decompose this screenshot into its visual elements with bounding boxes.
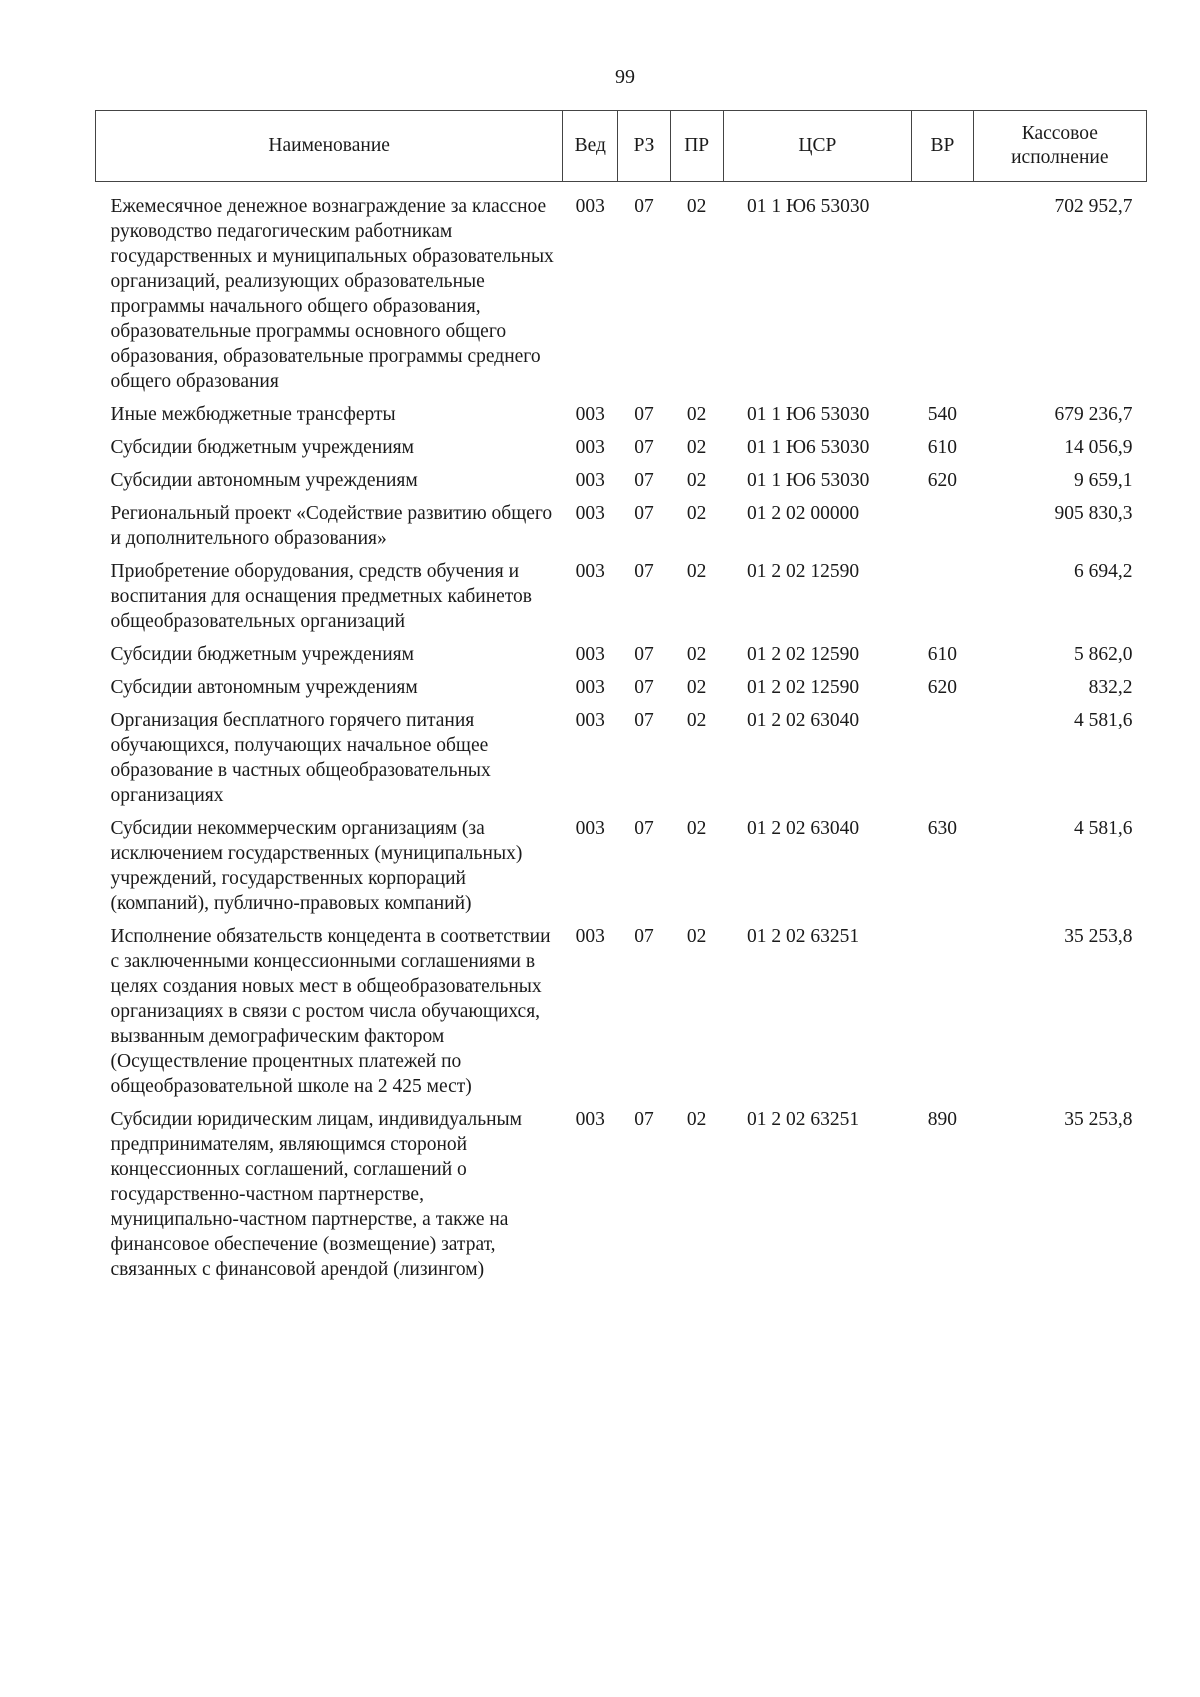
table-body: [96, 182, 1147, 1287]
row-amount: 6 694,2: [1074, 561, 1133, 582]
row-pr: 02: [686, 1109, 707, 1130]
row-csr: 01 2 02 12590: [747, 677, 860, 698]
table-row: [96, 1103, 1147, 1286]
row-vr: 630: [927, 818, 958, 839]
row-name: Ежемесячное денежное вознаграждение за классное руководство педагогическим работникам государственных и муниципальных образовательных организаций, реализующих образовательные программы начального общего образования, образовательные программы основного общего образования, образовательные программы среднего общего образования: [110, 196, 554, 392]
row-amount: 35 253,8: [1064, 1109, 1133, 1130]
row-rz: 07: [634, 196, 654, 217]
header-vr: ВР: [912, 111, 973, 182]
row-vr: 620: [927, 470, 958, 491]
row-vr: [912, 182, 973, 399]
row-pr: 02: [686, 710, 707, 731]
row-amount: 5 862,0: [1074, 644, 1133, 665]
row-csr: 01 2 02 63040: [747, 710, 860, 731]
row-name: Субсидии некоммерческим организациям (за исключением государственных (муниципальных) учреждений, государственных корпораций (компаний), публично-правовых компаний): [110, 818, 523, 914]
row-ved: 003: [575, 1109, 605, 1130]
row-name: Субсидии автономным учреждениям: [110, 470, 418, 491]
row-name: Иные межбюджетные трансферты: [110, 404, 396, 425]
row-csr: 01 1 Ю6 53030: [747, 404, 870, 425]
row-pr: 02: [686, 677, 707, 698]
row-amount: 905 830,3: [1054, 503, 1133, 524]
row-ved: 003: [575, 503, 605, 524]
row-ved: 003: [575, 561, 605, 582]
row-csr: 01 2 02 00000: [747, 503, 860, 524]
budget-table: [95, 110, 1147, 1286]
header-amount: Кассовое исполнение: [973, 111, 1146, 182]
row-vr: 890: [927, 1109, 958, 1130]
row-vr: [912, 920, 973, 1103]
table-row: [96, 497, 1147, 555]
row-vr: [912, 555, 973, 638]
row-rz: 07: [634, 437, 654, 458]
row-ved: 003: [575, 404, 605, 425]
row-pr: 02: [686, 404, 707, 425]
table-row: [96, 704, 1147, 812]
row-rz: 07: [634, 1109, 654, 1130]
row-rz: 07: [634, 470, 654, 491]
row-rz: 07: [634, 677, 654, 698]
table-row: [96, 431, 1147, 464]
row-amount: 4 581,6: [1074, 710, 1133, 731]
row-name: Организация бесплатного горячего питания обучающихся, получающих начальное общее образование в частных общеобразовательных организациях: [110, 710, 491, 806]
row-pr: 02: [686, 644, 707, 665]
row-rz: 07: [634, 818, 654, 839]
row-vr: 540: [927, 404, 958, 425]
row-amount: 4 581,6: [1074, 818, 1133, 839]
row-ved: 003: [575, 196, 605, 217]
row-amount: 832,2: [1088, 677, 1133, 698]
page-number: 99: [615, 66, 635, 88]
row-name: Субсидии бюджетным учреждениям: [110, 437, 414, 458]
header-name: Наименование: [96, 111, 563, 182]
table-row: [96, 812, 1147, 920]
row-csr: 01 2 02 63040: [747, 818, 860, 839]
row-vr: [912, 704, 973, 812]
row-csr: 01 1 Ю6 53030: [747, 470, 870, 491]
row-ved: 003: [575, 710, 605, 731]
row-name: Приобретение оборудования, средств обучения и воспитания для оснащения предметных кабинетов общеобразовательных организаций: [110, 561, 533, 632]
row-csr: 01 2 02 12590: [747, 644, 860, 665]
table-row: [96, 671, 1147, 704]
row-amount: 702 952,7: [1054, 196, 1133, 217]
table-row: [96, 182, 1147, 399]
row-name: Субсидии бюджетным учреждениям: [110, 644, 414, 665]
table-row: [96, 920, 1147, 1103]
row-vr: 620: [927, 677, 958, 698]
row-pr: 02: [686, 503, 707, 524]
row-csr: 01 1 Ю6 53030: [747, 196, 870, 217]
table-row: [96, 638, 1147, 671]
row-ved: 003: [575, 644, 605, 665]
row-amount: 35 253,8: [1064, 926, 1133, 947]
row-amount: 14 056,9: [1064, 437, 1133, 458]
row-pr: 02: [686, 561, 707, 582]
row-vr: 610: [927, 644, 958, 665]
row-ved: 003: [575, 926, 605, 947]
row-amount: 679 236,7: [1054, 404, 1133, 425]
table-row: [96, 398, 1147, 431]
row-name: Субсидии юридическим лицам, индивидуальным предпринимателям, являющимся стороной концессионных соглашений, соглашений о государственно-частном партнерстве, муниципально-частном партнерстве, а также на финансовое обеспечение (возмещение) затрат, связанных с финансовой арендой (лизингом): [110, 1109, 522, 1280]
row-rz: 07: [634, 644, 654, 665]
row-name: Субсидии автономным учреждениям: [110, 677, 418, 698]
row-csr: 01 1 Ю6 53030: [747, 437, 870, 458]
row-csr: 01 2 02 12590: [747, 561, 860, 582]
header-rz: РЗ: [618, 111, 671, 182]
row-ved: 003: [575, 437, 605, 458]
header-csr: ЦСР: [723, 111, 912, 182]
row-csr: 01 2 02 63251: [747, 1109, 860, 1130]
row-pr: 02: [686, 470, 707, 491]
row-name: Исполнение обязательств концедента в соответствии с заключенными концессионными соглашениями в целях создания новых мест в общеобразовательных организациях в связи с ростом числа обучающихся, вызванным демографическим фактором (Осуществление процентных платежей по общеобразовательной школе на 2 425 мест): [110, 926, 551, 1097]
row-rz: 07: [634, 404, 654, 425]
row-ved: 003: [575, 677, 605, 698]
header-pr: ПР: [670, 111, 723, 182]
row-vr: [912, 497, 973, 555]
row-rz: 07: [634, 561, 654, 582]
row-rz: 07: [634, 926, 654, 947]
row-name: Региональный проект «Содействие развитию общего и дополнительного образования»: [110, 503, 553, 549]
row-pr: 02: [686, 926, 707, 947]
header-ved: Вед: [563, 111, 618, 182]
row-pr: 02: [686, 196, 707, 217]
table-row: [96, 555, 1147, 638]
row-vr: 610: [927, 437, 958, 458]
row-rz: 07: [634, 503, 654, 524]
row-pr: 02: [686, 437, 707, 458]
table-row: [96, 464, 1147, 497]
row-csr: 01 2 02 63251: [747, 926, 860, 947]
row-ved: 003: [575, 470, 605, 491]
row-rz: 07: [634, 710, 654, 731]
table-header: [96, 111, 1147, 182]
row-pr: 02: [686, 818, 707, 839]
row-amount: 9 659,1: [1074, 470, 1133, 491]
row-ved: 003: [575, 818, 605, 839]
